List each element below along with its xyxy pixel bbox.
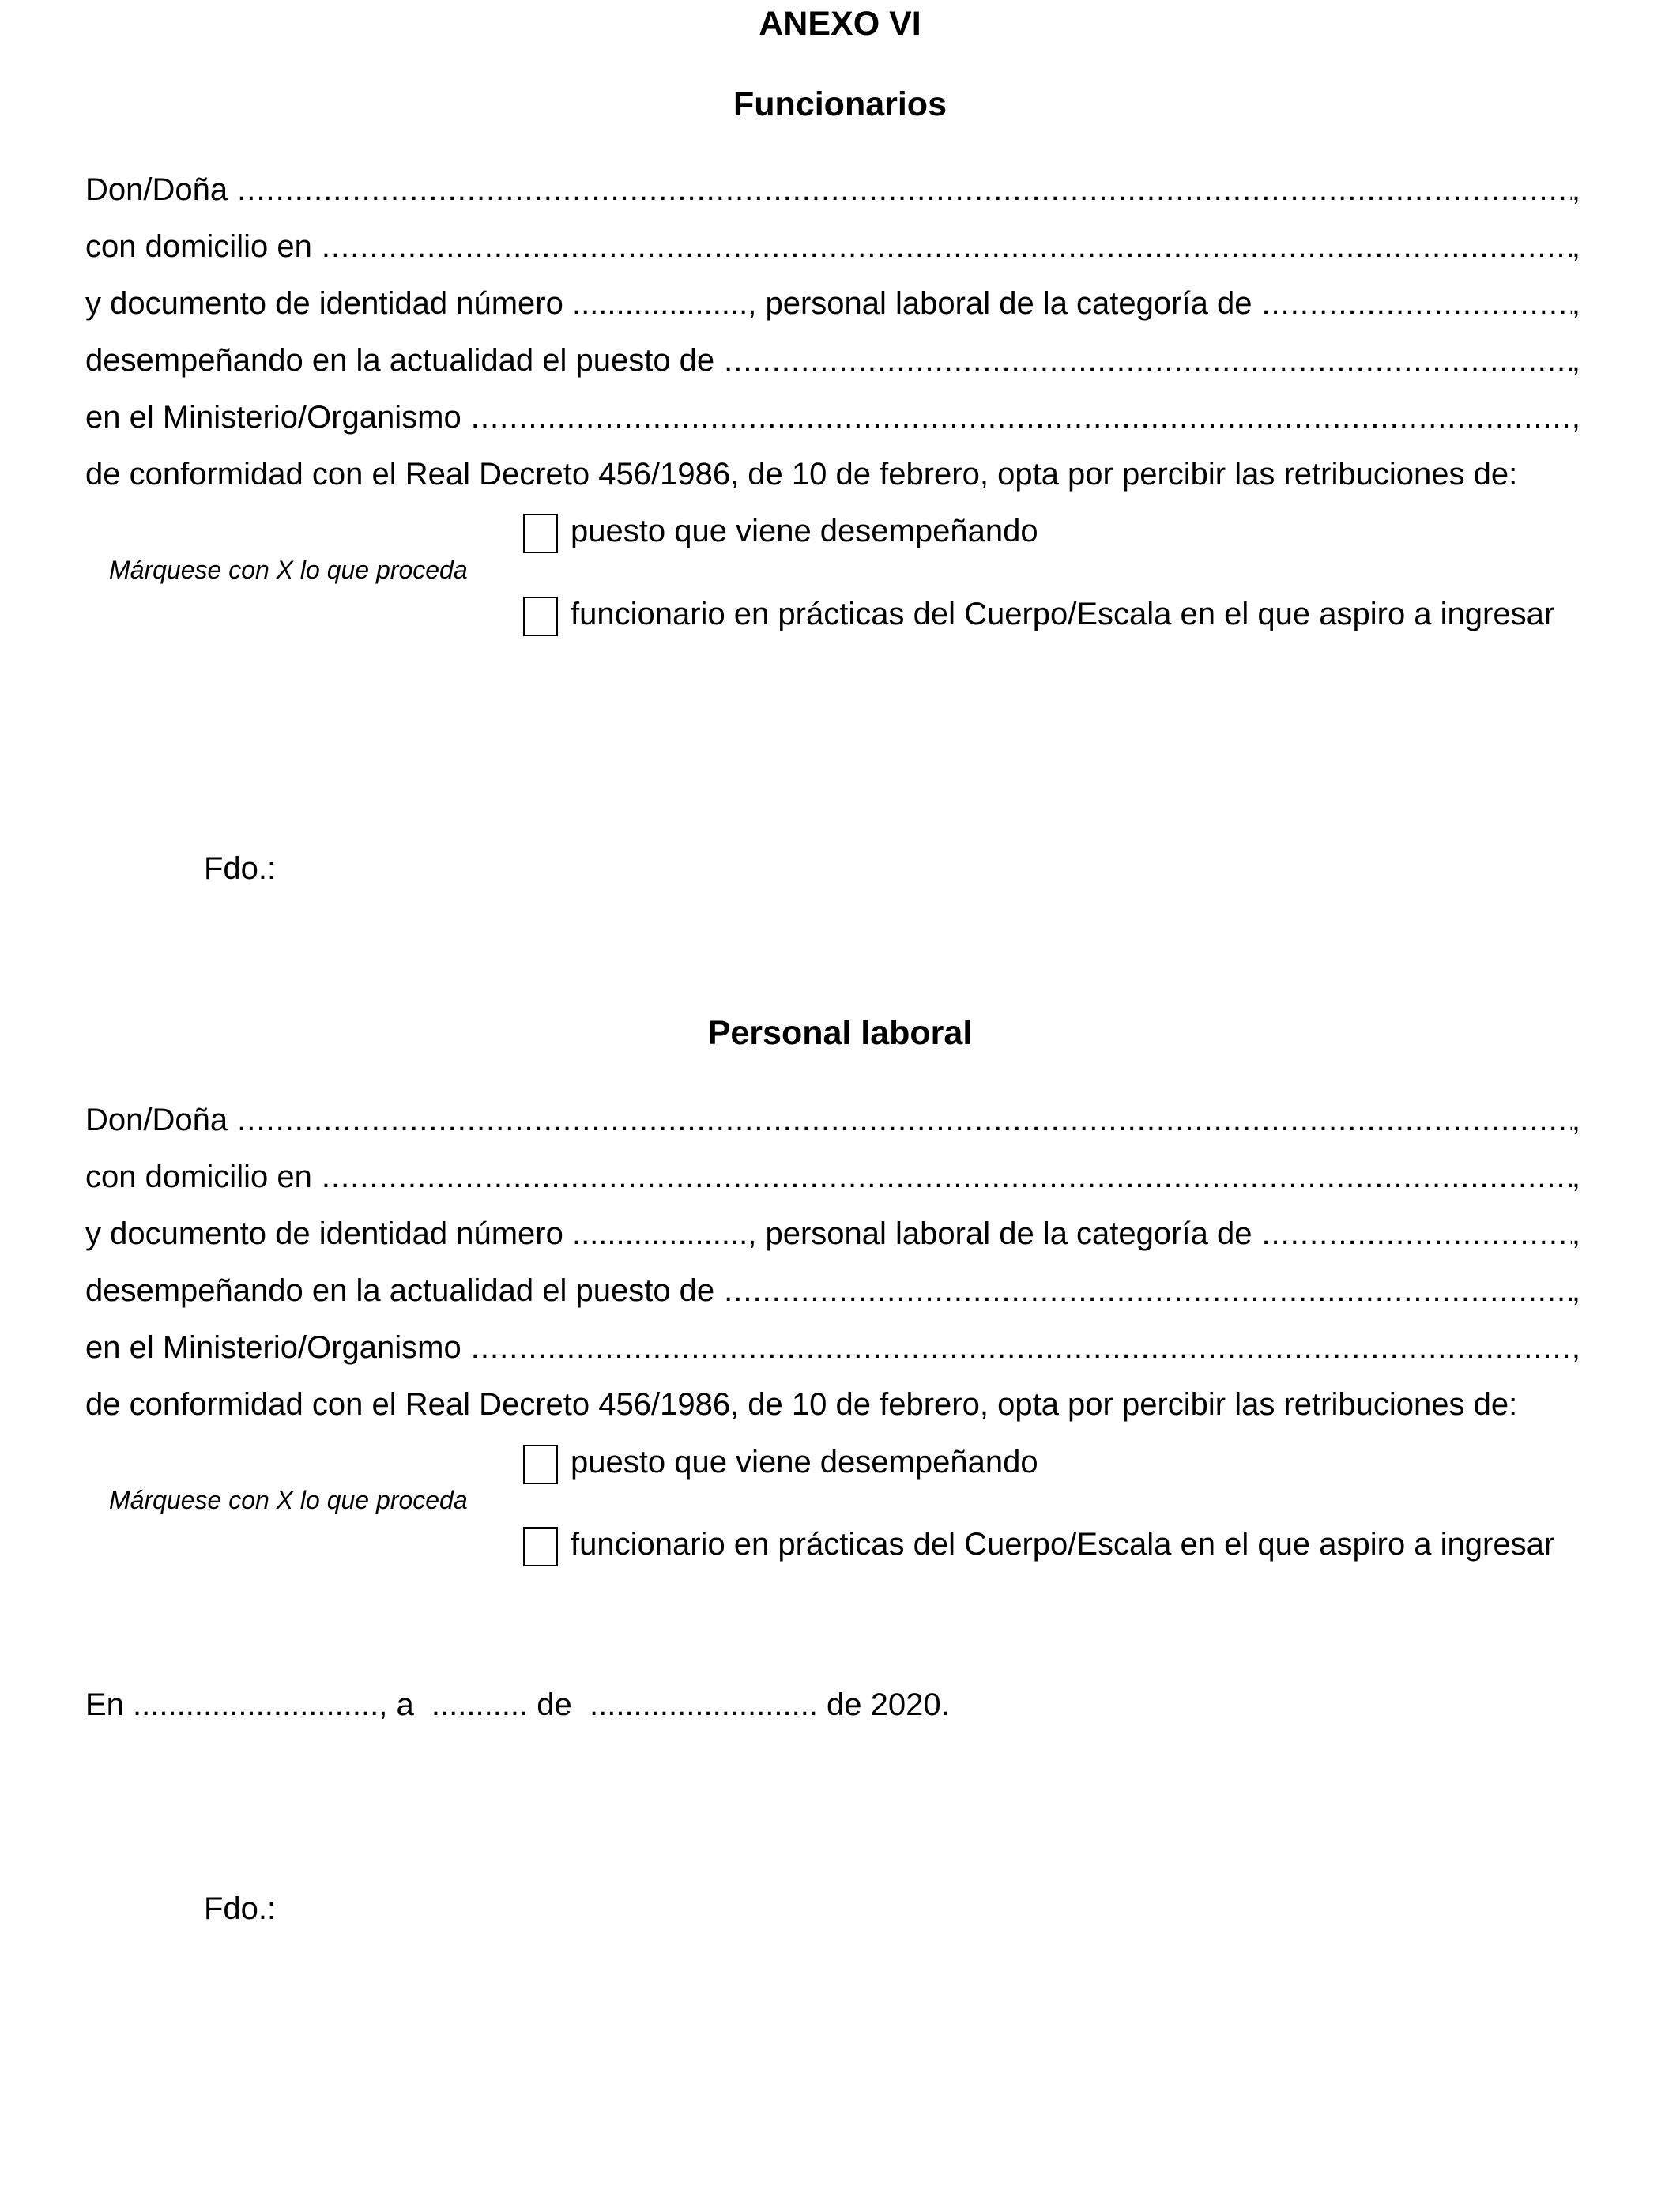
line-comma: , (1571, 1216, 1580, 1251)
field-label: , personal laboral de la categoría de (748, 286, 1252, 321)
line-comma: , (1571, 229, 1580, 264)
field-puesto[interactable] (85, 1273, 1580, 1309)
line-comma: , (1571, 400, 1580, 435)
field-label: en el Ministerio/Organismo (85, 1330, 461, 1365)
field-domicilio[interactable] (85, 1159, 1580, 1195)
field-documento-categoria[interactable] (85, 286, 1580, 322)
section-heading-funcionarios: Funcionarios (733, 85, 947, 123)
signature-label: Fdo.: (204, 1891, 277, 1926)
checkbox-practicas[interactable] (523, 597, 558, 636)
option-puesto-label: puesto que viene desempeñando (571, 514, 1038, 548)
fill-dots (724, 1273, 1572, 1309)
line-comma: , (1571, 286, 1580, 321)
line-comma: , (1571, 1159, 1580, 1194)
option-practicas-label: funcionario en prácticas del Cuerpo/Escala en el que aspiro a ingresar (571, 1527, 1555, 1562)
field-label: desempeñando en la actualidad el puesto de (85, 343, 715, 378)
option-puesto-label: puesto que viene desempeñando (571, 1445, 1038, 1480)
document-title: ANEXO VI (759, 5, 921, 43)
checkbox-practicas[interactable] (523, 1527, 558, 1566)
field-label: Don/Doña (85, 1103, 228, 1137)
conformidad-text: de conformidad con el Real Decreto 456/1986, de 10 de febrero, opta por percibir las retribuciones de: (85, 457, 1518, 492)
field-puesto[interactable] (85, 343, 1580, 379)
field-documento-categoria[interactable] (85, 1216, 1580, 1252)
mark-instruction: Márquese con X lo que proceda (109, 556, 468, 584)
section-heading-personal-laboral: Personal laboral (707, 1014, 973, 1052)
line-comma: , (1571, 1273, 1580, 1308)
field-label: en el Ministerio/Organismo (85, 400, 461, 435)
fill-dots (322, 229, 1572, 265)
line-comma: , (1571, 343, 1580, 378)
checkbox-puesto[interactable] (523, 1445, 558, 1484)
field-don-dona[interactable] (85, 1103, 1580, 1138)
line-comma: , (1571, 1103, 1580, 1137)
field-label: desempeñando en la actualidad el puesto de (85, 1273, 715, 1308)
fill-dots (237, 1103, 1572, 1138)
fill-dots (237, 172, 1572, 208)
line-comma: , (1571, 172, 1580, 207)
line-comma: , (1571, 1330, 1580, 1365)
field-ministerio[interactable] (85, 400, 1580, 435)
field-label: , personal laboral de la categoría de (748, 1216, 1252, 1251)
checkbox-puesto[interactable] (523, 514, 558, 553)
field-label: y documento de identidad número .................... (85, 286, 748, 321)
fill-dots (1261, 286, 1571, 322)
fill-dots (724, 343, 1572, 379)
fill-dots (322, 1159, 1572, 1195)
mark-instruction: Márquese con X lo que proceda (109, 1486, 468, 1514)
field-label: y documento de identidad número .................... (85, 1216, 748, 1251)
option-practicas-label: funcionario en prácticas del Cuerpo/Escala en el que aspiro a ingresar (571, 597, 1555, 631)
fill-dots (1261, 1216, 1571, 1252)
fill-dots (471, 1330, 1572, 1366)
signature-label: Fdo.: (204, 851, 277, 886)
fill-dots (471, 400, 1572, 435)
field-don-dona[interactable] (85, 172, 1580, 208)
field-domicilio[interactable] (85, 229, 1580, 265)
field-ministerio[interactable] (85, 1330, 1580, 1366)
field-label: Don/Doña (85, 172, 228, 207)
conformidad-text: de conformidad con el Real Decreto 456/1986, de 10 de febrero, opta por percibir las retribuciones de: (85, 1387, 1518, 1422)
field-label: con domicilio en (85, 229, 312, 264)
date-line[interactable]: En ............................, a ........... de .......................... de 2020. (85, 1687, 950, 1722)
field-label: con domicilio en (85, 1159, 312, 1194)
